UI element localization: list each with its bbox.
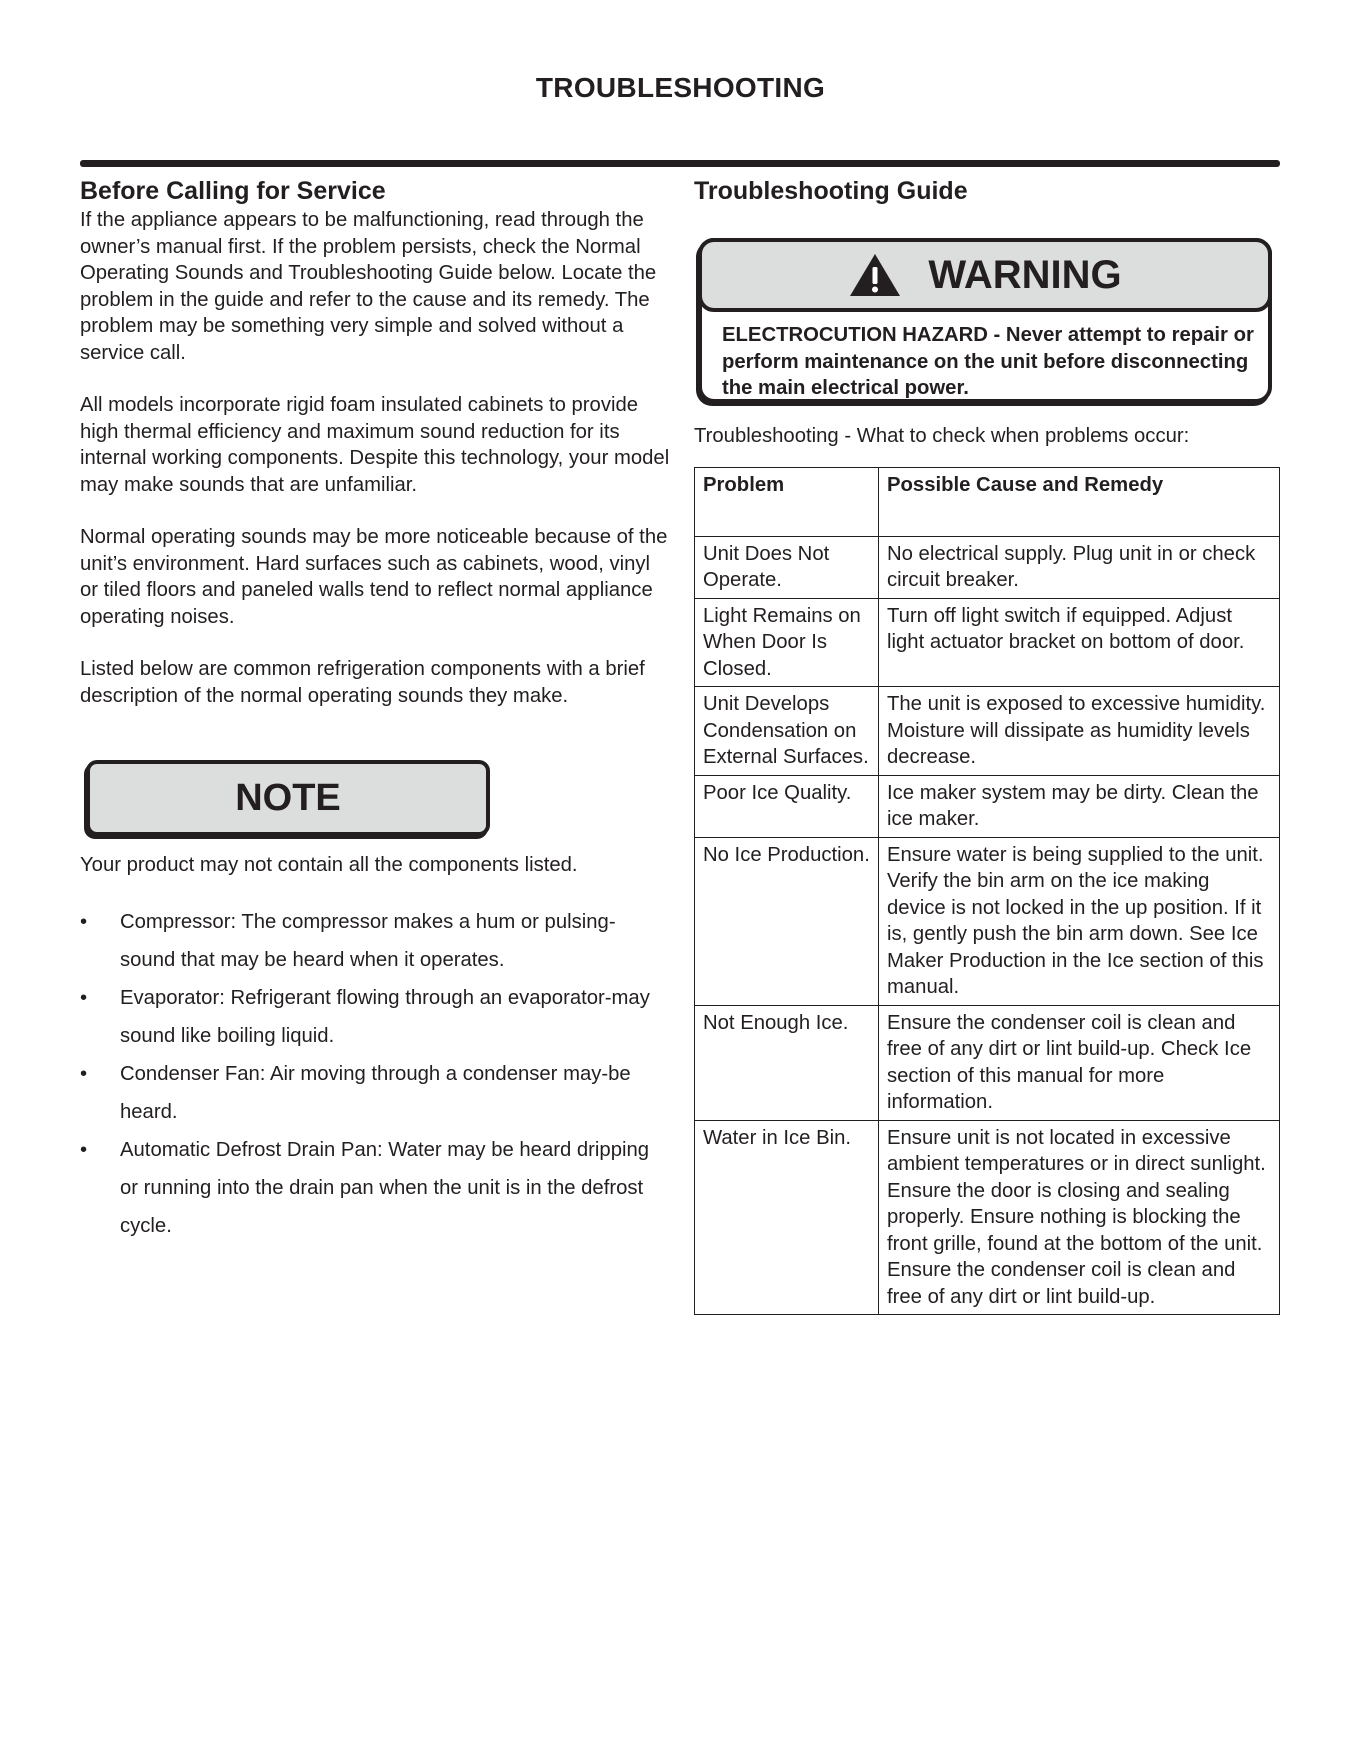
table-header-row <box>695 467 1280 536</box>
remedy-cell: Turn off light switch if equipped. Adjust light actuator bracket on bottom of door. <box>879 598 1280 687</box>
remedy-cell: Ensure unit is not located in excessive ambient temperatures or in direct sunlight. Ensure the door is closing and sealing properly. Ensure nothing is blocking the front grille, found at the bottom of the unit. Ensure the condenser coil is clean and free of any dirt or lint build-up. <box>879 1120 1280 1315</box>
problem-cell: Unit Develops Condensation on External Surfaces. <box>695 687 879 776</box>
table-row <box>695 837 1280 1005</box>
bullet-marker: • <box>80 1138 88 1161</box>
table-row <box>695 536 1280 598</box>
page-title: TROUBLESHOOTING <box>535 72 826 103</box>
warning-title: WARNING <box>928 252 1122 297</box>
insulation-paragraph: All models incorporate rigid foam insulated cabinets to provide high thermal efficiency and maximum sound reduction for its internal working components. Despite this technology, your model may make sounds that are unfamiliar. <box>80 394 670 496</box>
components-list <box>80 903 670 1245</box>
remedy-cell: No electrical supply. Plug unit in or check circuit breaker. <box>879 536 1280 598</box>
warning-text: ELECTROCUTION HAZARD - Never attempt to repair or perform maintenance on the unit before disconnecting the main electrical power. <box>722 324 1254 399</box>
problem-cell: Poor Ice Quality. <box>695 775 879 837</box>
components-paragraph: Listed below are common refrigeration components with a brief description of the normal operating sounds they make. <box>80 658 645 707</box>
right-column <box>694 175 1280 1315</box>
problem-cell: Unit Does Not Operate. <box>695 536 879 598</box>
warning-box <box>698 238 1272 403</box>
table-row <box>695 775 1280 837</box>
remedy-cell: Ice maker system may be dirty. Clean the ice maker. <box>879 775 1280 837</box>
service-heading: Before Calling for Service <box>80 177 386 205</box>
table-row <box>695 598 1280 687</box>
remedy-cell: Ensure water is being supplied to the unit. Verify the bin arm on the ice making device is not locked in the up position. If it is, gently push the bin arm down. See Ice Maker Production in the Ice section of this manual. <box>879 837 1280 1005</box>
column-header-remedy: Possible Cause and Remedy <box>879 467 1280 536</box>
list-item <box>80 979 670 1055</box>
problem-cell: Water in Ice Bin. <box>695 1120 879 1315</box>
table-row <box>695 1120 1280 1315</box>
remedy-cell: The unit is exposed to excessive humidity. Moisture will dissipate as humidity levels decrease. <box>879 687 1280 776</box>
list-item <box>80 1055 670 1131</box>
list-item-text: Automatic Defrost Drain Pan: Water may be heard dripping or running into the drain pan when the unit is in the defrost cycle. <box>120 1138 650 1237</box>
list-item <box>80 1131 670 1245</box>
warning-triangle-icon <box>848 252 902 298</box>
list-item-text: Evaporator: Refrigerant flowing through an evaporator-may sound like boiling liquid. <box>120 986 650 1047</box>
guide-heading: Troubleshooting Guide <box>694 177 968 205</box>
intro-paragraph: If the appliance appears to be malfunctioning, read through the owner’s manual first. If the problem persists, check the Normal Operating Sounds and Troubleshooting Guide below. Locate the problem in the guide and refer to the cause and its remedy. The problem may be something very simple and solved without a service call. <box>80 209 657 364</box>
problem-cell: Light Remains on When Door Is Closed. <box>695 598 879 687</box>
table-intro: Troubleshooting - What to check when problems occur: <box>694 425 1190 447</box>
warning-header <box>698 238 1272 312</box>
bullet-marker: • <box>80 1062 88 1085</box>
problem-cell: No Ice Production. <box>695 837 879 1005</box>
troubleshooting-table <box>694 467 1280 1316</box>
list-item-text: Condenser Fan: Air moving through a condenser may-be heard. <box>120 1062 631 1123</box>
sounds-paragraph: Normal operating sounds may be more noticeable because of the unit’s environment. Hard surfaces such as cabinets, wood, vinyl or tiled floors and paneled walls tend to reflect normal appliance operating noises. <box>80 526 668 628</box>
column-header-problem: Problem <box>695 467 879 536</box>
note-label: NOTE <box>235 776 341 819</box>
table-row <box>695 687 1280 776</box>
bullet-marker: • <box>80 910 88 933</box>
bullet-marker: • <box>80 986 88 1009</box>
table-row <box>695 1005 1280 1120</box>
remedy-cell: Ensure the condenser coil is clean and free of any dirt or lint build-up. Check Ice section of this manual for more information. <box>879 1005 1280 1120</box>
title-divider <box>80 160 1280 167</box>
problem-cell: Not Enough Ice. <box>695 1005 879 1120</box>
note-text: Your product may not contain all the components listed. <box>80 854 578 876</box>
list-item <box>80 903 670 979</box>
list-item-text: Compressor: The compressor makes a hum or pulsing-sound that may be heard when it operates. <box>120 910 616 971</box>
note-box <box>86 760 490 836</box>
left-column <box>80 175 670 1245</box>
